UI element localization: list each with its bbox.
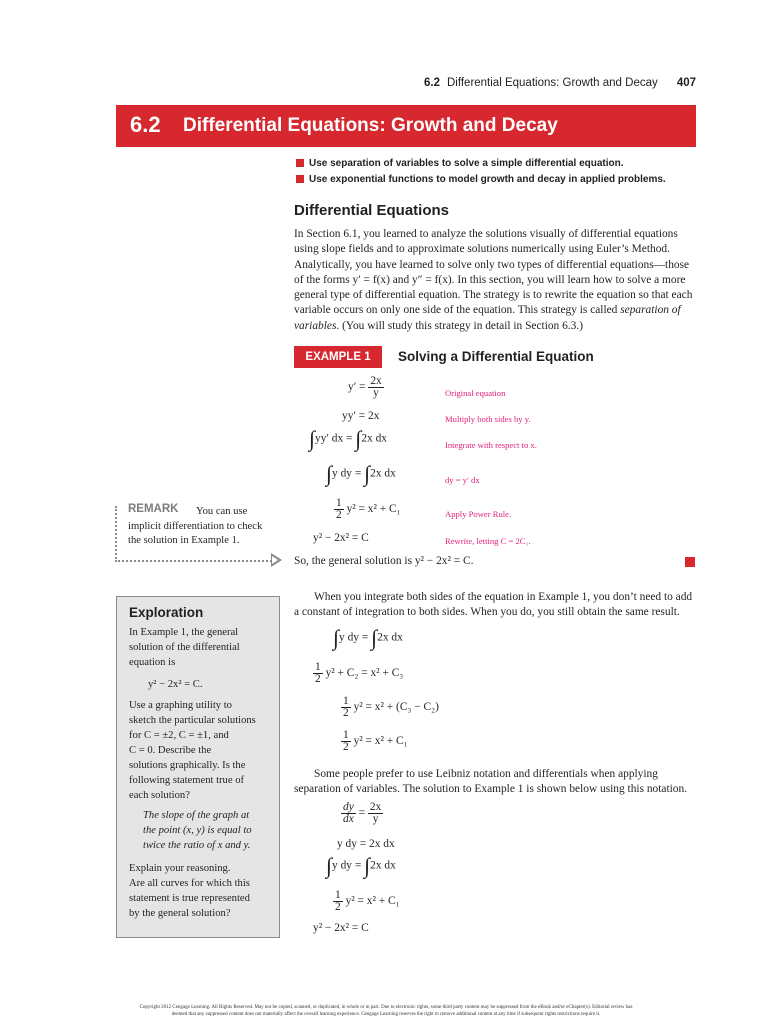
integration-step: ∫y dy = ∫2x dx (333, 625, 403, 650)
integration-step: $\frac{1}{2}$ y² = x² + (C₃ − C₂) (343, 695, 439, 719)
intro-paragraph: In Section 6.1, you learned to analyze the solutions visually of differential equations using slope fields and to approximate solutions numerically using Euler’s Method. Analytically, you have learned to solve only two types of differential equations—those of the forms y′ = f(x) and y″ = f(x). In this section, you will learn how to solve a more general type of differential equation. The strategy is to rewrite the equation so that each variable occurs on only one side of the equation. This strategy is called separation of variables. (You will study this strategy in detail in Section 6.3.) (294, 228, 693, 332)
exploration-text: Use a graphing utility to (129, 700, 232, 711)
step-annotation: dy = y′ dx (445, 475, 480, 485)
example-title: Solving a Differential Equation (398, 349, 594, 364)
example-step: $\frac{1}{2}$ y² = x² + C₁ (336, 497, 401, 521)
exploration-text: C = 0. Describe the (129, 745, 212, 756)
step-annotation: Integrate with respect to x. (445, 440, 537, 450)
leibniz-step: y dy = 2x dx (337, 838, 395, 850)
step-annotation: Rewrite, letting C = 2C₁. (445, 536, 531, 546)
example-step: ∫yy′ dx = ∫2x dx (309, 426, 387, 451)
exploration-text: for C = ±2, C = ±1, and (129, 730, 229, 741)
exploration-text: sketch the particular solutions (129, 715, 256, 726)
example-step: yy′ = 2x (342, 410, 380, 422)
square-bullet-icon (296, 159, 304, 167)
exploration-text: Are all curves for which this (129, 878, 250, 889)
exploration-equation: y² − 2x² = C. (148, 679, 203, 690)
example-step: y² − 2x² = C (313, 532, 369, 544)
subsection-heading: Differential Equations (294, 202, 450, 219)
example-step: y′ = $\frac{2x}{y}$ (348, 375, 382, 399)
remark-text: implicit differentiation to check (128, 521, 263, 532)
exploration-text: solutions graphically. Is the (129, 760, 246, 771)
exploration-statement: the point (x, y) is equal to (143, 825, 252, 836)
exploration-statement: twice the ratio of x and y. (143, 840, 251, 851)
objective-item: Use separation of variables to solve a simple differential equation. (296, 158, 624, 169)
remark-text: the solution in Example 1. (128, 535, 240, 546)
header-section-number: 6.2 (424, 77, 440, 89)
exploration-text: each solution? (129, 790, 190, 801)
step-annotation: Original equation (445, 388, 506, 398)
integration-step: $\frac{1}{2}$ y² = x² + C₁ (343, 729, 408, 753)
page-number: 407 (676, 77, 696, 89)
remark-label: REMARK (128, 503, 179, 515)
exploration-text: statement is true represented (129, 893, 250, 904)
exploration-text: solution of the differential (129, 642, 240, 653)
step-annotation: Apply Power Rule. (445, 509, 512, 519)
exploration-text: equation is (129, 657, 176, 668)
objective-item: Use exponential functions to model growth and decay in applied problems. (296, 174, 666, 185)
remark-text: You can use (196, 506, 248, 517)
exploration-title: Exploration (129, 605, 204, 620)
exploration-statement: The slope of the graph at (143, 810, 250, 821)
remark-border (115, 506, 117, 562)
header-title: Differential Equations: Growth and Decay (447, 77, 658, 89)
banner-title: Differential Equations: Growth and Decay (183, 115, 558, 136)
leibniz-step: ∫y dy = ∫2x dx (326, 853, 396, 878)
step-annotation: Multiply both sides by y. (445, 414, 531, 424)
exploration-text: In Example 1, the general (129, 627, 239, 638)
copyright-footer: Copyright 2012 Cengage Learning. All Rights Reserved. May not be copied, scanned, or duplicated, in whole or in part. Due to electronic rights, some third party content may be suppressed from the eBook and/or eChapter(s). Editorial review has deemed that any suppressed content does not materially affect the overall learning experience. Cengage Learning reserves the right to remove additional content at any time if subsequent rights restrictions require it. (139, 1005, 633, 1017)
integration-paragraph: When you integrate both sides of the equation in Example 1, you don’t need to add a constant of integration to both sides. When you do, you still obtain the same result. (294, 591, 693, 619)
leibniz-paragraph: Some people prefer to use Leibniz notation and differentials when applying separation of variables. The solution to Example 1 is shown below using this notation. (294, 768, 688, 796)
example-end-marker-icon (685, 557, 695, 567)
leibniz-step: $\frac{dy}{dx}$ = $\frac{2x}{y}$ (343, 801, 382, 825)
example-conclusion: So, the general solution is y² − 2x² = C. (294, 555, 474, 567)
square-bullet-icon (296, 175, 304, 183)
leibniz-step: $\frac{1}{2}$ y² = x² + C₁ (335, 889, 400, 913)
exploration-text: by the general solution? (129, 908, 231, 919)
example-label: EXAMPLE 1 (294, 346, 382, 368)
exploration-text: following statement true of (129, 775, 245, 786)
example-step: ∫y dy = ∫2x dx (326, 461, 396, 486)
leibniz-step: y² − 2x² = C (313, 922, 369, 934)
section-banner (116, 105, 696, 147)
banner-section-number: 6.2 (130, 112, 161, 137)
integration-step: $\frac{1}{2}$ y² + C₂ = x² + C₃ (315, 661, 404, 685)
exploration-text: Explain your reasoning. (129, 863, 231, 874)
remark-border (115, 560, 275, 562)
